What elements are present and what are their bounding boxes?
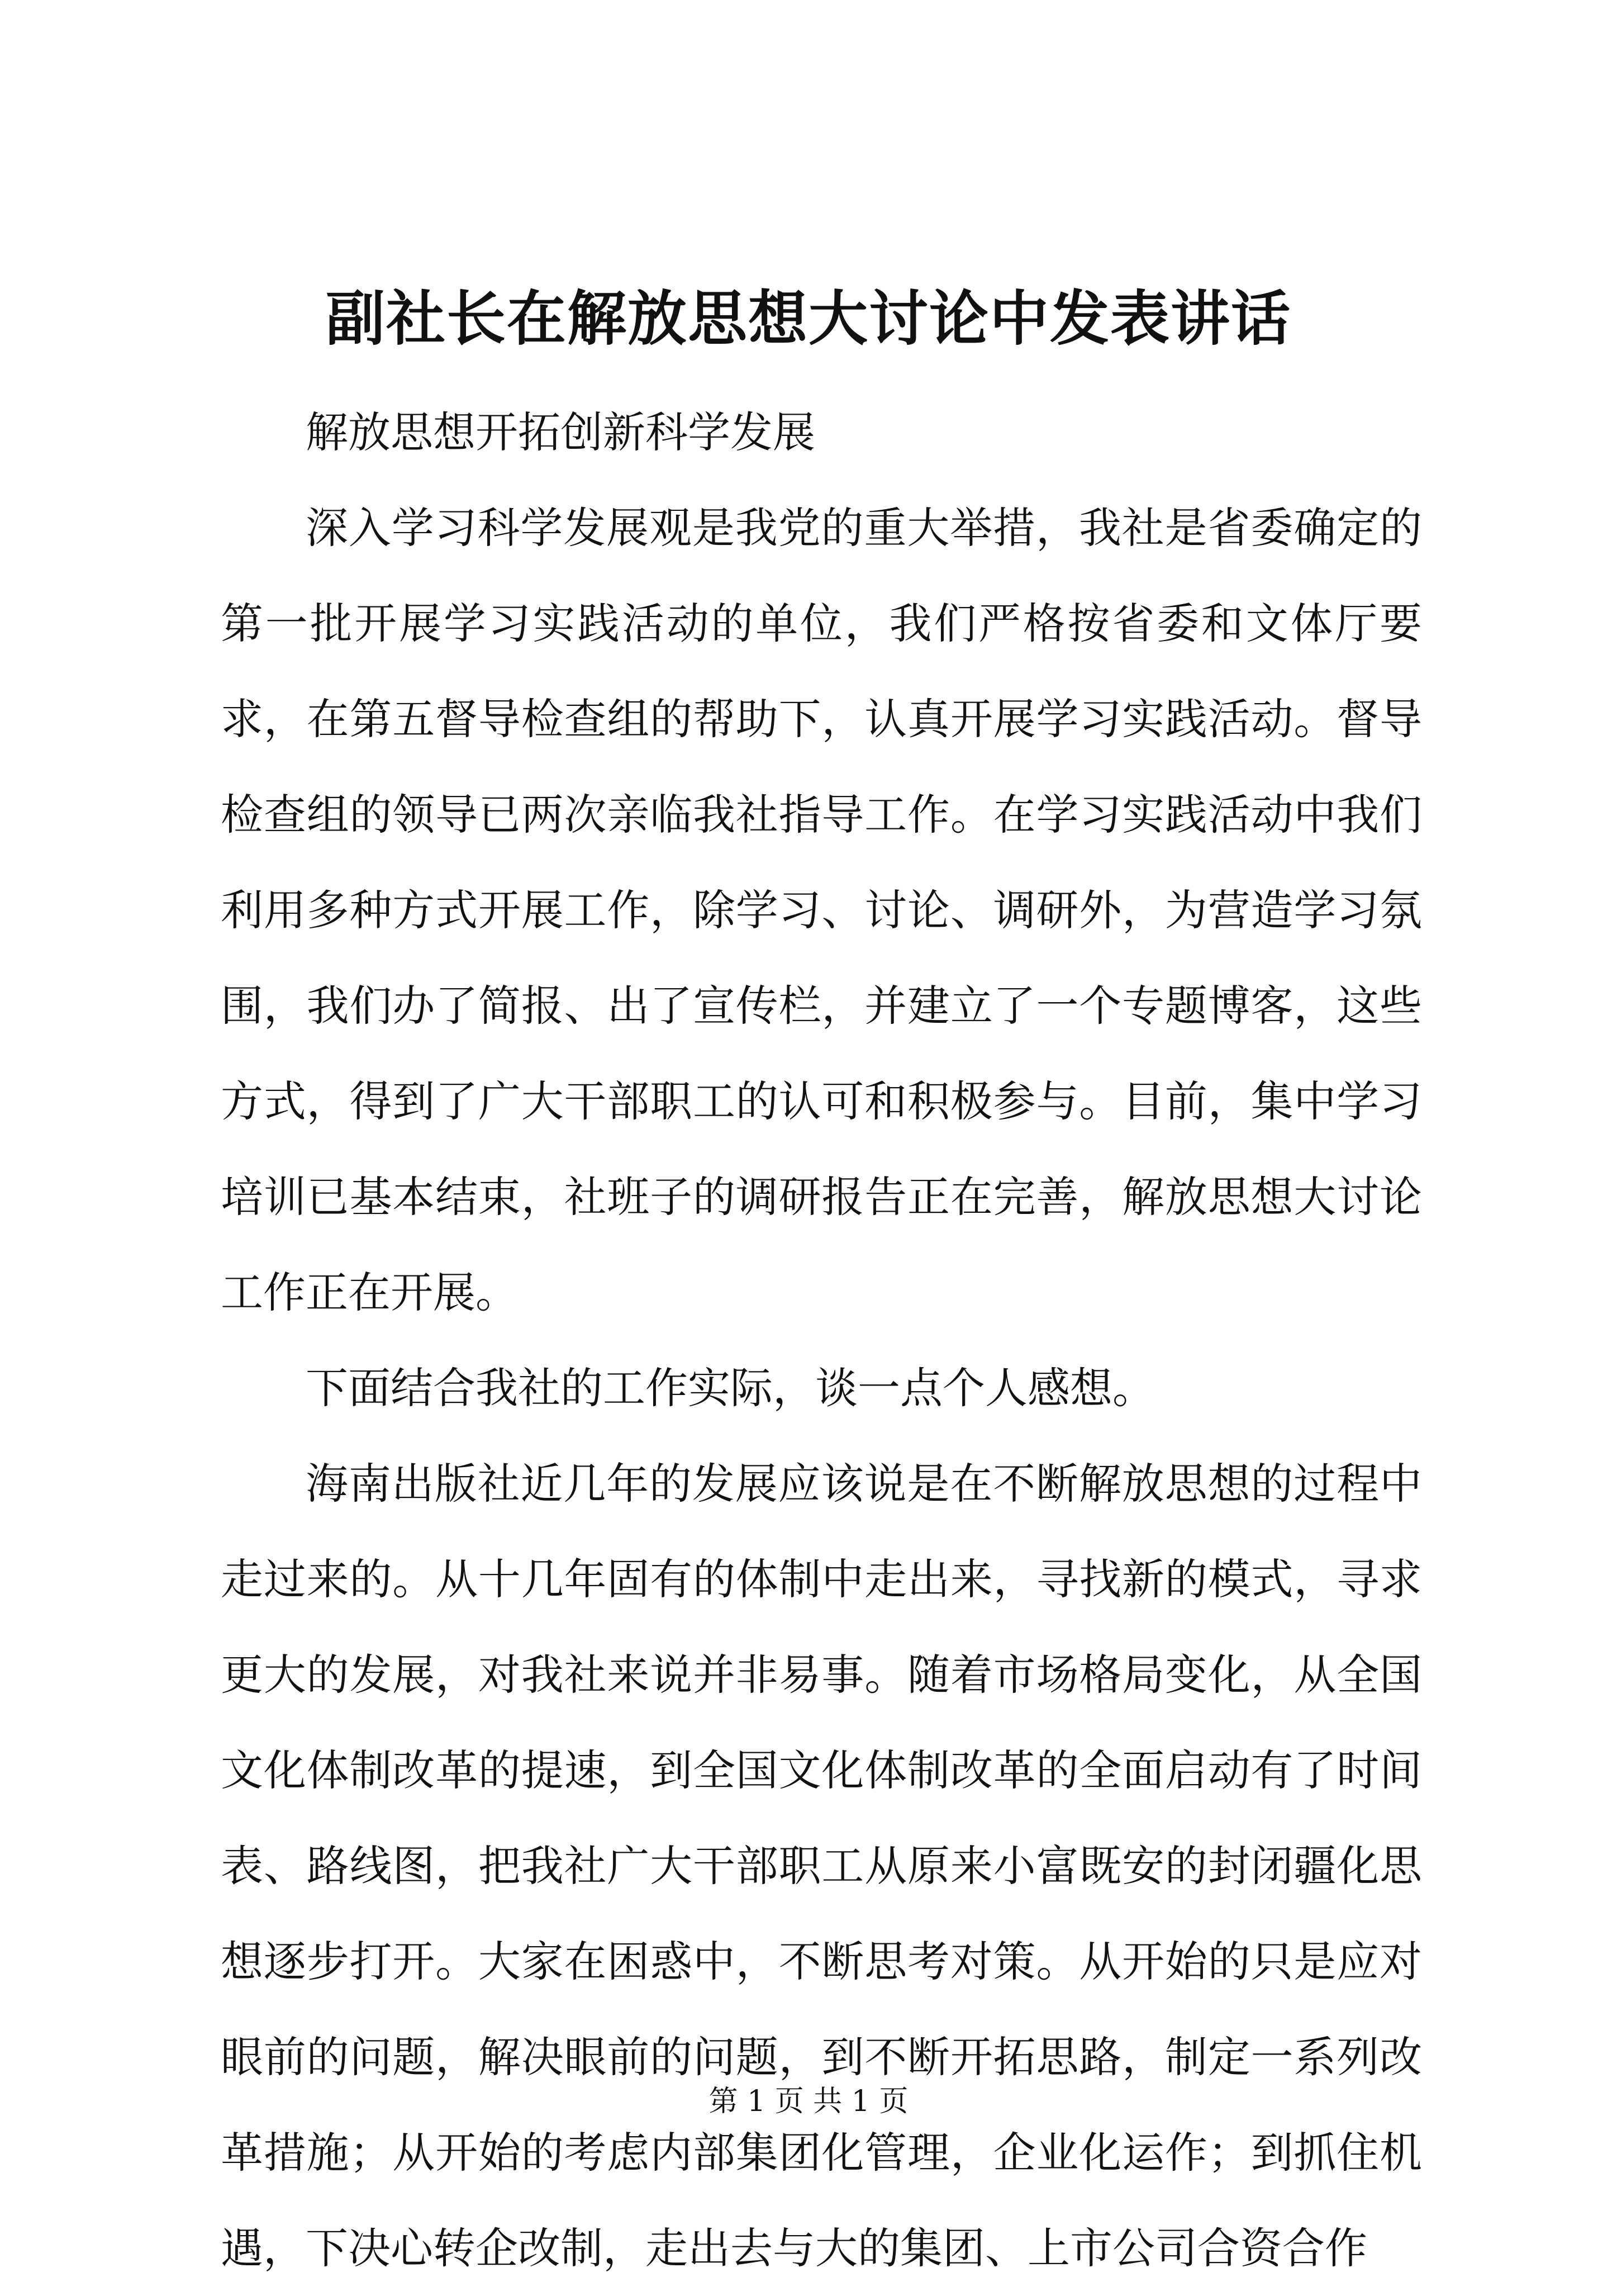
- document-title: 副社长在解放思想大讨论中发表讲话: [326, 283, 1291, 353]
- paragraph: 深入学习科学发展观是我党的重大举措，我社是省委确定的第一批开展学习实践活动的单位，我们严格按省委和文体厅要求，在第五督导检查组的帮助下，认真开展学习实践活动。督导检查组的领导已两次亲临我社指导工作。在学习实践活动中我们利用多种方式开展工作，除学习、讨论、调研外，为营造学习氛围，我们办了简报、出了宣传栏，并建立了一个专题博客，这些方式，得到了广大干部职工的认可和积极参与。目前，集中学习培训已基本结束，社班子的调研报告正在完善，解放思想大讨论工作正在开展。: [221, 503, 1422, 1317]
- paragraph-subtitle: 解放思想开拓创新科学发展: [306, 407, 815, 457]
- document-body: [221, 385, 1422, 2296]
- paragraph: 下面结合我社的工作实际，谈一点个人感想。: [306, 1363, 1155, 1413]
- page-footer: [0, 2082, 1617, 2121]
- paragraph: 海南出版社近几年的发展应该说是在不断解放思想的过程中走过来的。从十几年固有的体制中走出来，寻找新的模式，寻求更大的发展，对我社来说并非易事。随着市场格局变化，从全国文化体制改革的提速，到全国文化体制改革的全面启动有了时间表、路线图，把我社广大干部职工从原来小富既安的封闭疆化思想逐步打开。大家在困惑中，不断思考对策。从开始的只是应对眼前的问题，解决眼前的问题，到不断开拓思路，制定一系列改革措施；从开始的考虑内部集团化管理，企业化运作；到抓住机遇，下决心转企改制，走出去与大的集团、上市公司合资合作: [221, 1459, 1422, 2273]
- page-number-label: 第 1 页 共 1 页: [708, 2085, 909, 2118]
